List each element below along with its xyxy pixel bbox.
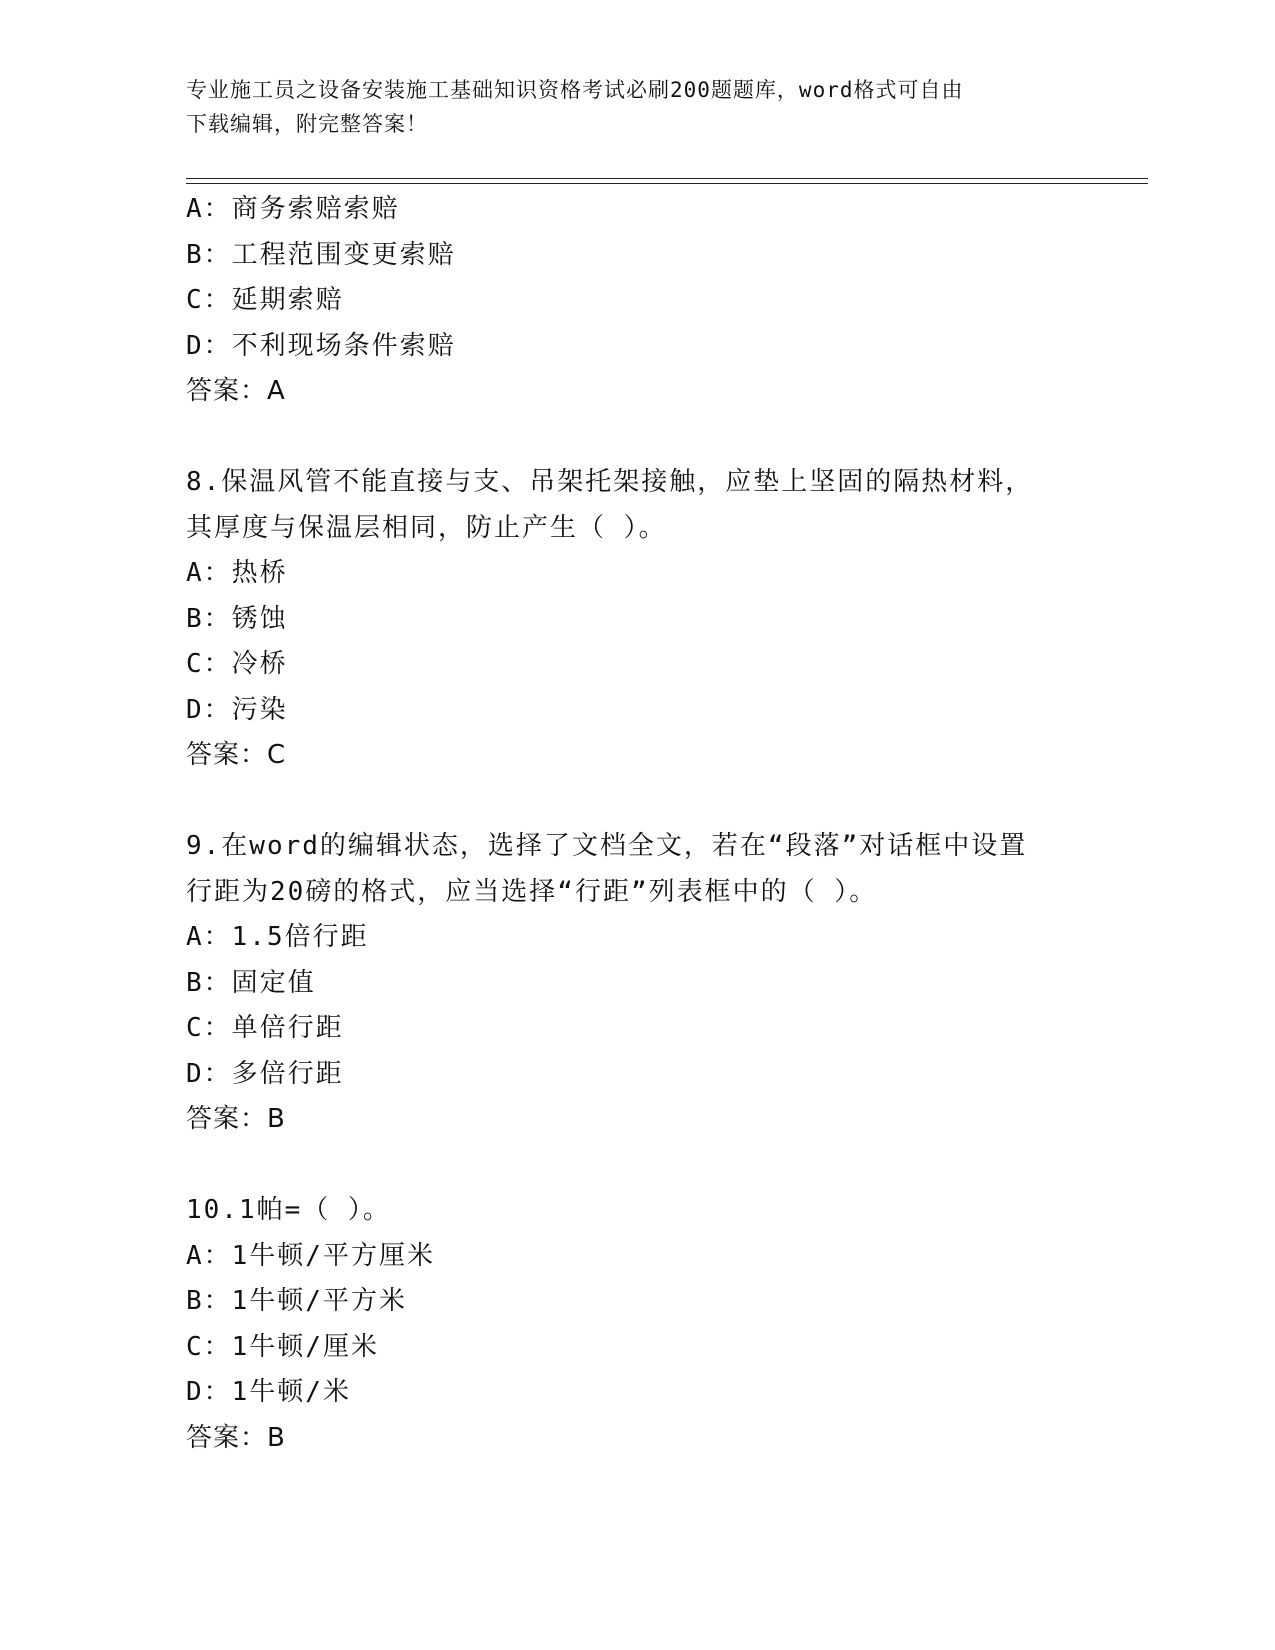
option-a: A：商务索赔索赔 [186, 194, 400, 224]
question-stem: 9.在word的编辑状态，选择了文档全文，若在“段落”对话框中设置 [186, 831, 1028, 861]
header-rule-top [186, 178, 1148, 179]
option-a: A：1牛顿/平方厘米 [186, 1240, 435, 1271]
question-stem: 其厚度与保温层相同，防止产生（ ）。 [186, 512, 667, 543]
spacer [186, 1143, 1086, 1189]
option-d: D：不利现场条件索赔 [186, 330, 456, 361]
header-rule-bottom [186, 183, 1148, 184]
spacer [186, 415, 1086, 461]
answer-line: 答案：A [186, 376, 286, 406]
question-block-9 [186, 824, 1086, 1143]
option-b: B：锈蚀 [186, 603, 288, 634]
answer-line: 答案：B [186, 1422, 286, 1453]
option-c: C：单倍行距 [186, 1013, 344, 1043]
question-block-10 [186, 1188, 1086, 1461]
spacer [186, 779, 1086, 825]
document-body [186, 187, 1086, 1461]
option-b: B：1牛顿/平方米 [186, 1286, 407, 1316]
question-stem: 8.保温风管不能直接与支、吊架托架接触，应垫上坚固的隔热材料， [186, 467, 1034, 497]
option-b: B：固定值 [186, 967, 316, 998]
option-a: A：1.5倍行距 [186, 922, 369, 952]
answer-line: 答案：B [186, 1104, 286, 1134]
header-line-1: 专业施工员之设备安装施工基础知识资格考试必刷200题题库，word格式可自由 [186, 78, 964, 102]
question-block-7 [186, 187, 1086, 415]
header-line-2: 下载编辑，附完整答案！ [186, 112, 428, 136]
answer-line: 答案：C [186, 740, 287, 770]
option-d: D：多倍行距 [186, 1058, 344, 1089]
question-stem: 行距为20磅的格式，应当选择“行距”列表框中的（ ）。 [186, 876, 878, 907]
option-d: D：1牛顿/米 [186, 1377, 351, 1407]
option-d: D：污染 [186, 694, 288, 725]
question-stem: 10.1帕=（ ）。 [186, 1195, 391, 1225]
option-b: B：工程范围变更索赔 [186, 239, 456, 270]
option-c: C：冷桥 [186, 649, 288, 679]
question-block-8 [186, 460, 1086, 779]
document-header [186, 73, 1066, 141]
option-c: C：延期索赔 [186, 285, 344, 315]
option-a: A：热桥 [186, 558, 288, 588]
option-c: C：1牛顿/厘米 [186, 1331, 379, 1362]
